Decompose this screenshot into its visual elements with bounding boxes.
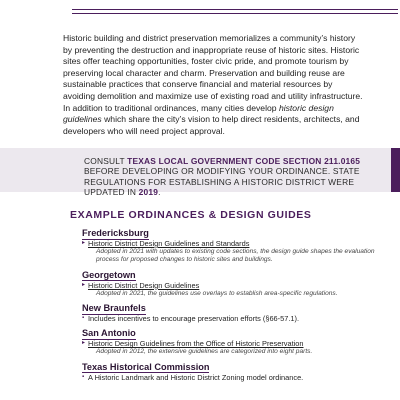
bullet-icon: ▸ [82, 281, 86, 288]
guide-city-name: Georgetown [82, 269, 136, 280]
intro-text-2: which share the city’s vision to help direct residents, architects, and developers who will need project approval. [63, 114, 360, 136]
guide-city [82, 228, 382, 238]
guides-list [82, 228, 382, 387]
guide-entry [82, 303, 382, 323]
bullet-icon: ▸ [82, 240, 86, 246]
bullet-icon: ▸ [82, 340, 86, 347]
guide-city-name: Texas Historical Commission [82, 361, 210, 372]
intro-emphasis: historic design guidelines [63, 102, 334, 125]
callout-box [0, 148, 400, 198]
guide-item[interactable] [82, 339, 382, 348]
guide-entry [82, 362, 382, 382]
intro-text-1: Historic building and district preservation memorializes a community’s history by preventing the destruction and inappropriate reuse of historic sites. Historic sites offer teaching opportunities, foster civic pride, and promote tourism by preserving local character and charm. Preservation and building reuse are sustainable practices that conserve financial and material resources by avoiding demolition and maximize use of existing road and utility infrastructure. In addition to traditional ordinances, many cities develop [63, 33, 363, 113]
guide-text: Includes incentives to encourage preservation efforts (§66-57.1). [88, 314, 300, 324]
guide-city [82, 270, 382, 280]
guide-city [82, 328, 382, 338]
guide-text: A Historic Landmark and Historic District Zoning model ordinance. [88, 372, 304, 382]
guide-link[interactable]: Historic District Design Guidelines and Standards [88, 239, 250, 248]
section-title: EXAMPLE ORDINANCES & DESIGN GUIDES [70, 209, 312, 221]
bullet-icon: ▪ [82, 373, 85, 380]
callout-end: . [158, 187, 161, 198]
callout-year: 2019 [138, 187, 159, 198]
guide-item[interactable] [82, 281, 382, 290]
callout-code-reference: TEXAS LOCAL GOVERNMENT CODE SECTION 211.0165 [127, 156, 361, 166]
guide-item [82, 373, 382, 382]
guide-link[interactable]: Historic District Design Guidelines [88, 280, 200, 290]
guide-city-name: Fredericksburg [82, 228, 149, 238]
guide-note: Adopted in 2021, the guidelines use overlays to establish area-specific regulations. [96, 289, 338, 297]
guide-entry [82, 270, 382, 298]
guide-note: Adopted in 2021 with updates to existing code sections, the design guide shapes the evaluation process for proposed changes to historic sites and buildings. [96, 248, 375, 264]
top-rule-secondary [72, 13, 398, 14]
guide-note: Adopted in 2012, the extensive guidelines are categorized into eight parts. [96, 348, 313, 356]
guide-entry [82, 328, 382, 356]
guide-city [82, 362, 382, 372]
bullet-icon: ▪ [82, 315, 85, 322]
intro-paragraph [63, 33, 363, 137]
guide-city [82, 303, 382, 313]
guide-city-name: San Antonio [82, 328, 136, 339]
top-rule [72, 9, 398, 10]
guide-item [82, 314, 382, 323]
callout-edge-bar [391, 148, 400, 192]
guide-city-name: New Braunfels [82, 303, 146, 314]
callout-lead: CONSULT [84, 156, 128, 166]
callout-text: BEFORE DEVELOPING OR MODIFYING YOUR ORDINANCE. STATE REGULATIONS FOR ESTABLISHING A HISTORIC DISTRICT WERE UPDATED IN [84, 166, 360, 198]
guide-link[interactable]: Historic Design Guidelines from the Office of Historic Preservation [88, 339, 304, 349]
guide-entry [82, 228, 382, 265]
guide-item[interactable] [82, 239, 382, 248]
